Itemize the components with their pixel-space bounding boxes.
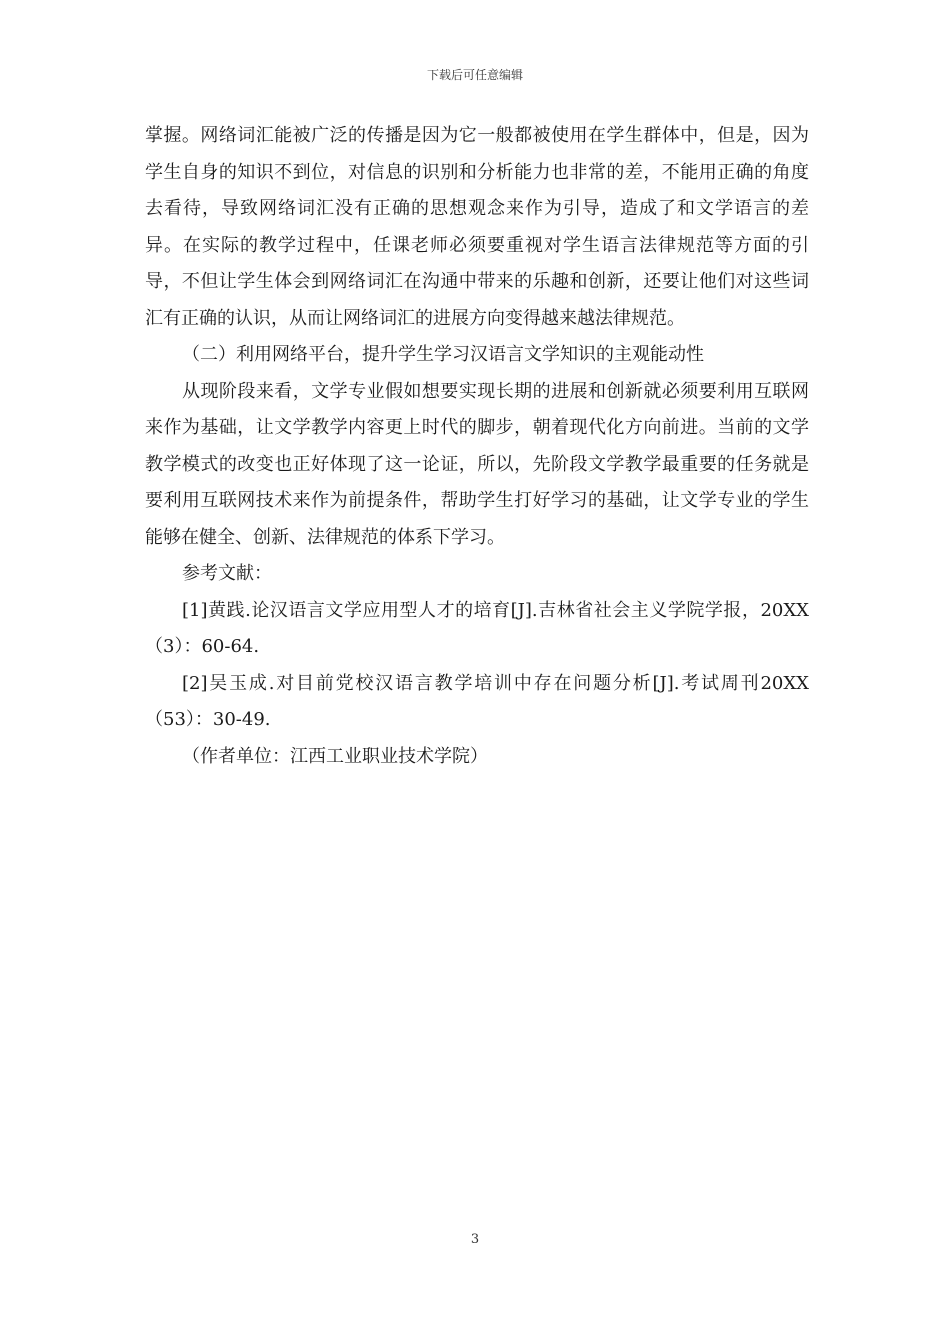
section-heading: （二）利用网络平台，提升学生学习汉语言文学知识的主观能动性 — [182, 344, 704, 365]
paragraph: 从现阶段来看，文学专业假如想要实现长期的进展和创新就必须要利用互联网来作为基础，让文学教学内容更上时代的脚步，朝着现代化方向前进。当前的文学教学模式的改变也正好体现了这一论证，所以，先阶段文学教学最重要的任务就是要利用互联网技术来作为前提条件，帮助学生打好学习的基础，让文学专业的学生能够在健全、创新、法律规范的体系下学习。 — [145, 380, 809, 548]
page-header: 下载后可任意编辑 — [426, 68, 523, 82]
page-number: 3 — [470, 1232, 480, 1247]
references-title: 参考文献： — [182, 563, 272, 584]
author-unit: （作者单位：江西工业职业技术学院） — [182, 745, 488, 767]
reference-item-2: [2]吴玉成.对目前党校汉语言教学培训中存在问题分析[J].考试周刊20XX（53）：30-49. — [145, 672, 809, 730]
document-body — [145, 118, 809, 775]
paragraph-continuation: 掌握。网络词汇能被广泛的传播是因为它一般都被使用在学生群体中，但是，因为学生自身的知识不到位，对信息的识别和分析能力也非常的差，不能用正确的角度去看待，导致网络词汇没有正确的思想观念来作为引导，造成了和文学语言的差异。在实际的教学过程中，任课老师必须要重视对学生语言法律规范等方面的引导，不但让学生体会到网络词汇在沟通中带来的乐趣和创新，还要让他们对这些词汇有正确的认识，从而让网络词汇的进展方向变得越来越法律规范。 — [145, 125, 809, 329]
reference-item-1: [1]黄践.论汉语言文学应用型人才的培育[J].吉林省社会主义学院学报，20XX（3）：60-64. — [145, 599, 809, 657]
